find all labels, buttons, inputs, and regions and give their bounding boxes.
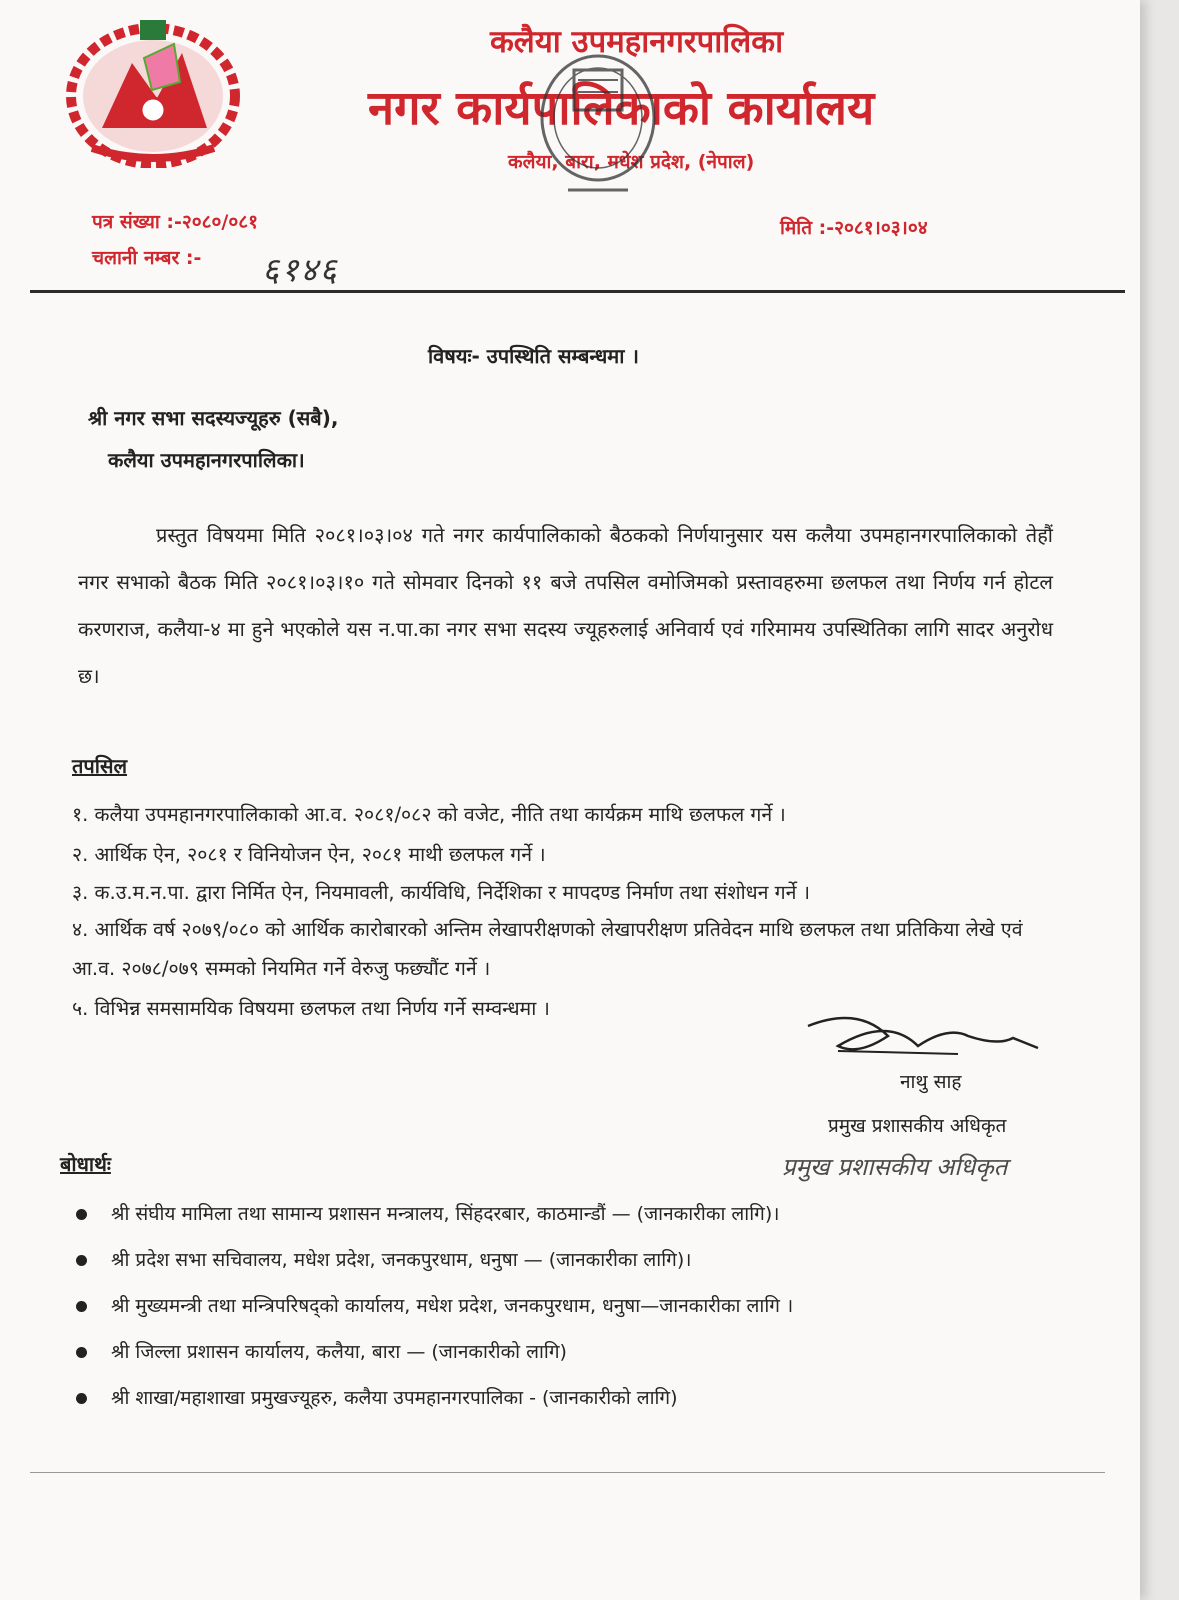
bodharth-heading: बोधार्थः	[60, 1152, 111, 1176]
bullet-icon	[76, 1209, 87, 1220]
municipality-name: कलैया उपमहानगरपालिका	[490, 24, 784, 60]
signatory-name: नाथु साह	[900, 1071, 962, 1093]
cc-item-3: श्री मुख्यमन्त्री तथा मन्त्रिपरिषद्को कार्यालय, मधेश प्रदेश, जनकपुरधाम, धनुषा—जानकारीका लागि ।	[76, 1292, 793, 1318]
letter-date: मिति :-२०८१।०३।०४	[780, 217, 928, 239]
dispatch-number-label: चलानी नम्बर :-	[92, 247, 202, 269]
signatory-title: प्रमुख प्रशासकीय अधिकृत	[828, 1115, 1007, 1137]
agenda-item-4: ४. आर्थिक वर्ष २०७९/०८० को आर्थिक कारोबारको अन्तिम लेखापरीक्षणको लेखापरीक्षण प्रतिवेदन माथि छलफल तथा प्रतिकिया लेखे एवं आ.व. २०७८/०७९ सम्मको नियमित गर्ने वेरुजु फछ्यौंट गर्ने ।	[72, 918, 1023, 980]
footer-divider	[30, 1472, 1105, 1473]
agenda-item-3: ३. क.उ.म.न.पा. द्वारा निर्मित ऐन, नियमावली, कार्यविधि, निर्देशिका र मापदण्ड निर्माण तथा संशोधन गर्ने ।	[72, 881, 811, 904]
office-name: नगर कार्यपालिकाको कार्यालय	[368, 81, 875, 136]
cc-item-1: श्री संघीय मामिला तथा सामान्य प्रशासन मन्त्रालय, सिंहदरबार, काठमान्डौं — (जानकारीका लागि)।	[76, 1200, 779, 1226]
cc-item-2: श्री प्रदेश सभा सचिवालय, मधेश प्रदेश, जनकपुरधाम, धनुषा — (जानकारीका लागि)।	[76, 1246, 691, 1272]
bullet-icon	[76, 1255, 87, 1266]
body-paragraph: प्रस्तुत विषयमा मिति २०८१।०३।०४ गते नगर कार्यपालिकाको बैठकको निर्णयानुसार यस कलैया उपमहानगरपालिकाको तेहौं नगर सभाको बैठक मिति २०८१।०३।१० गते सोमवार दिनको ११ बजे तपसिल वमोजिमको प्रस्तावहरुमा छलफल तथा निर्णय गर्न होटल करणराज, कलैया-४ मा हुने भएकोले यस न.पा.का नगर सभा सदस्य ज्यूहरुलाई अनिवार्य एवं गरिमामय उपस्थितिका लागि सादर अनुरोध छ।	[78, 523, 1053, 688]
agenda-item-5: ५. विभिन्न समसामयिक विषयमा छलफल तथा निर्णय गर्ने सम्वन्धमा ।	[72, 997, 550, 1020]
nepal-emblem-icon	[62, 18, 244, 168]
bullet-icon	[76, 1347, 87, 1358]
agenda-item-2: २. आर्थिक ऐन, २०८१ र विनियोजन ऐन, २०८१ माथी छलफल गर्ने ।	[72, 843, 546, 866]
office-address: कलैया, बारा, मधेश प्रदेश, (नेपाल)	[508, 151, 755, 173]
dispatch-number-handwritten: ६१४६	[262, 250, 339, 289]
tapasil-heading: तपसिल	[72, 754, 128, 778]
cc-item-5: श्री शाखा/महाशाखा प्रमुखज्यूहरु, कलैया उपमहानगरपालिका - (जानकारीको लागि)	[76, 1384, 678, 1410]
addressee-line-1: श्री नगर सभा सदस्यज्यूहरु (सबै),	[88, 406, 339, 430]
cc-item-4: श्री जिल्ला प्रशासन कार्यालय, कलैया, बारा — (जानकारीको लागि)	[76, 1338, 567, 1364]
header-divider	[30, 290, 1125, 293]
bullet-icon	[76, 1393, 87, 1404]
subject-line: विषयः- उपस्थिति सम्बन्धमा ।	[428, 344, 639, 368]
letter-number: पत्र संख्या :-२०८०/०८१	[92, 211, 258, 233]
agenda-item-1: १. कलैया उपमहानगरपालिकाको आ.व. २०८१/०८२ को वजेट, नीति तथा कार्यक्रम माथि छलफल गर्ने ।	[72, 803, 786, 826]
addressee-line-2: कलैया उपमहानगरपालिका।	[108, 448, 305, 472]
signature-icon	[798, 1006, 1048, 1076]
signatory-stamp: प्रमुख प्रशासकीय अधिकृत	[782, 1153, 1008, 1181]
bullet-icon	[76, 1301, 87, 1312]
official-stamp-icon	[528, 40, 668, 210]
